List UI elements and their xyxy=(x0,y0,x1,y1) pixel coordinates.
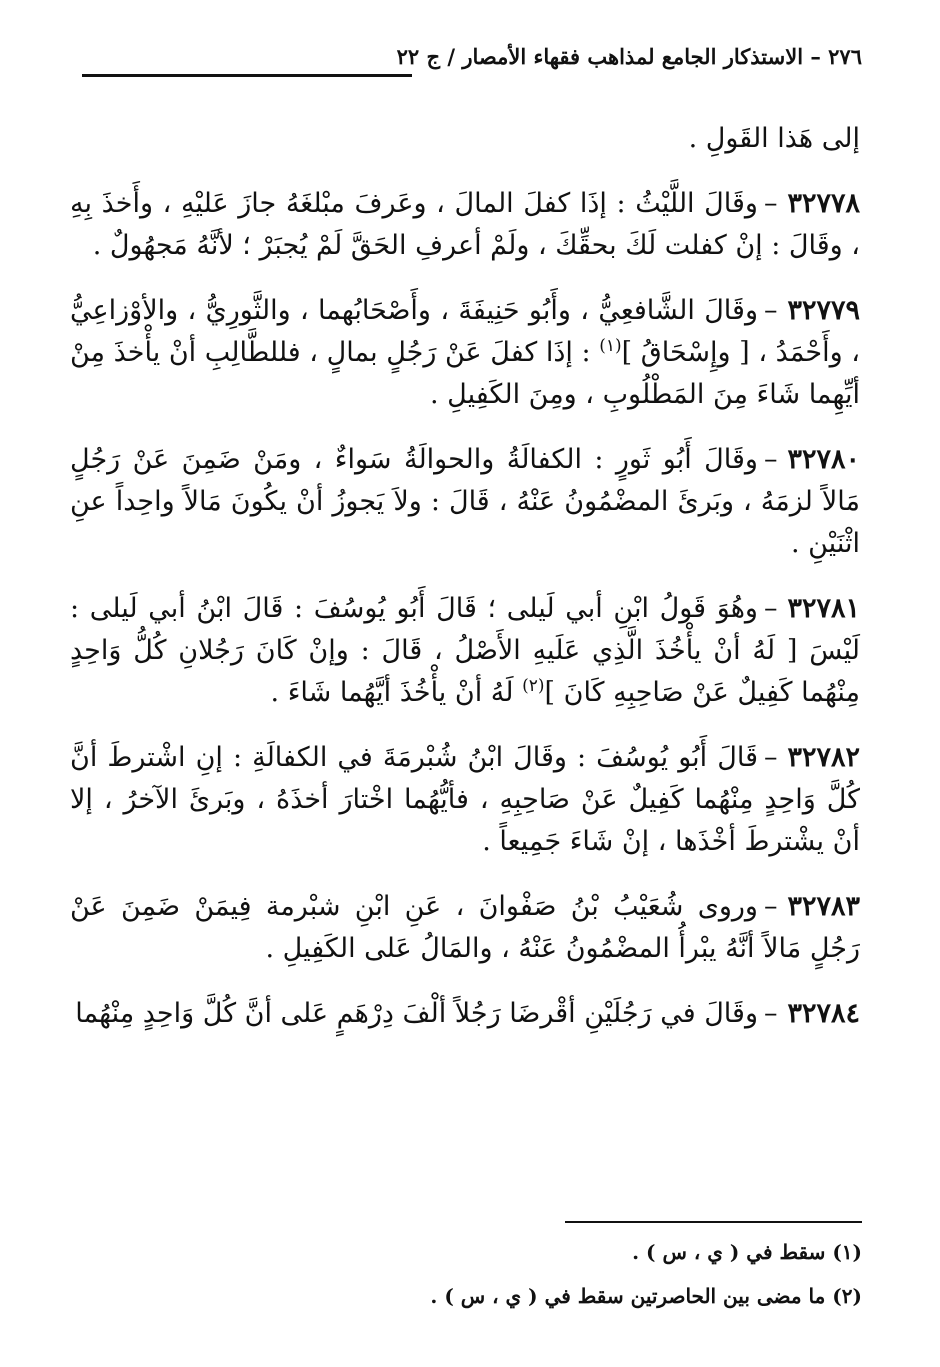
paragraph-text: وهُوَ قَولُ ابْنِ أبي لَيلى ؛ قَالَ أَبُو يُوسُفَ : قَالَ ابْنُ أبي لَيلى : لَيْسَ [ لَهُ أنْ يأْخُذَ الَّذِي عَلَيهِ الأَصْلُ ، قَالَ : وإنْ كَانَ رَجُلانِ كُلُّ وَاحِدٍ مِنْهُما كَفِيلٌ عَنْ صَاحِبِهِ كَانَ ] xyxy=(70,593,860,708)
paragraph-number: ٣٢٧٨٢ xyxy=(787,742,860,773)
paragraph-number: ٣٢٧٨١ xyxy=(787,593,860,624)
paragraph-number: ٣٢٧٧٩ xyxy=(787,295,860,326)
page-body xyxy=(70,118,860,1058)
paragraph-text: قَالَ أَبُو يُوسُفَ : وقَالَ ابْنُ شُبْرمَةَ في الكفالَةِ : إنِ اشْترطَ أنَّ كُلَّ وَاحِدٍ مِنْهُما كَفِيلٌ عَنْ صَاحِبِهِ ، فأيُّهُما اخْتارَ أخذَهُ ، وبَرئَ الآخرُ ، إلا أنْ يشْترطَ أخْذَها ، إنْ شَاءَ جَمِيعاً . xyxy=(70,742,860,857)
dash: – xyxy=(763,295,778,326)
paragraph-32780 xyxy=(70,439,860,565)
dash: – xyxy=(763,998,778,1029)
footnote-1: (١) سقط في ( ي ، س ) . xyxy=(632,1240,862,1264)
dash: – xyxy=(763,188,778,219)
header-rule xyxy=(82,74,412,77)
footnotes xyxy=(72,1236,862,1324)
page-header xyxy=(82,44,862,84)
paragraph-number: ٣٢٧٨٤ xyxy=(787,998,860,1029)
paragraph-text: وقَالَ أَبُو ثَورٍ : الكفالَةُ والحوالَةُ سَواءٌ ، ومَنْ ضَمِنَ عَنْ رَجُلٍ مَالاً لزمَهُ ، وبَرئَ المضْمُونُ عَنْهُ ، قَالَ : ولاَ يَجوزُ أنْ يكُونَ مَالاً واحِداً عنِ اثْنَيْنِ . xyxy=(70,444,860,559)
paragraph-32782 xyxy=(70,737,860,863)
dash: – xyxy=(763,891,778,922)
footnote-2: (٢) ما مضى بين الحاصرتين سقط في ( ي ، س ) . xyxy=(430,1284,862,1308)
paragraph-number: ٣٢٧٨٠ xyxy=(787,444,860,475)
paragraph-32784 xyxy=(70,993,860,1035)
footnote-reference[interactable]: (٢) xyxy=(522,676,545,696)
paragraph-text: : إذَا كفلَ عَنْ رَجُلٍ بمالٍ ، فللطَّالِبِ أنْ يأْخذَ مِنْ أيِّهِما شَاءَ مِنَ المَطْلُوبِ ، ومِنَ الكَفِيلِ . xyxy=(70,337,860,410)
dash: – xyxy=(763,444,778,475)
paragraph-32778 xyxy=(70,183,860,267)
intro-line: إلى هَذا القَولِ . xyxy=(688,123,860,154)
paragraph-text: لَهُ أنْ يأْخُذَ أيَّهُما شَاءَ . xyxy=(270,677,523,708)
paragraph-32783 xyxy=(70,886,860,970)
dash: – xyxy=(763,742,778,773)
paragraph-32779 xyxy=(70,290,860,416)
dash: – xyxy=(763,593,778,624)
paragraph-32781 xyxy=(70,588,860,714)
paragraph-number: ٣٢٧٧٨ xyxy=(787,188,860,219)
footnote-rule xyxy=(565,1221,862,1223)
paragraph-text: وقَالَ اللَّيْثُ : إذَا كفلَ المالَ ، وعَرفَ مبْلغَهُ جازَ عَليْهِ ، وأَخذَ بِهِ ، وقَالَ : إنْ كفلت لَكَ بحقِّكَ ، ولَمْ أعرفِ الحَقَّ لَمْ يُجبَرْ ؛ لأنَّهُ مَجهُولٌ . xyxy=(70,188,860,261)
paragraph-text: وقَالَ الشَّافعِيُّ ، وأَبُو حَنِيفَةَ ، وأَصْحَابُهما ، والثَّورِيُّ ، والأوْزاعِيُّ ، وأَحْمَدُ ، [ وإِسْحَاقُ ] xyxy=(70,295,860,368)
paragraph-text: وروى شُعَيْبُ بْنُ صَفْوانَ ، عَنِ ابْنِ شبْرمة فِيمَنْ ضَمِنَ عَنْ رَجُلٍ مَالاً أنَّهُ يبْرأُ المضْمُونُ عَنْهُ ، والمَالُ عَلى الكَفِيلِ . xyxy=(70,891,860,964)
paragraph-text: وقَالَ في رَجُلَيْنِ أقْرضَا رَجُلاً ألْفَ دِرْهَمٍ عَلى أنَّ كُلَّ وَاحِدٍ مِنْهُما xyxy=(75,998,758,1029)
running-title: ٢٧٦ – الاستذكار الجامع لمذاهب فقهاء الأمصار / ج ٢٢ xyxy=(396,44,862,69)
paragraph-number: ٣٢٧٨٣ xyxy=(787,891,860,922)
footnote-reference[interactable]: (١) xyxy=(599,336,622,356)
